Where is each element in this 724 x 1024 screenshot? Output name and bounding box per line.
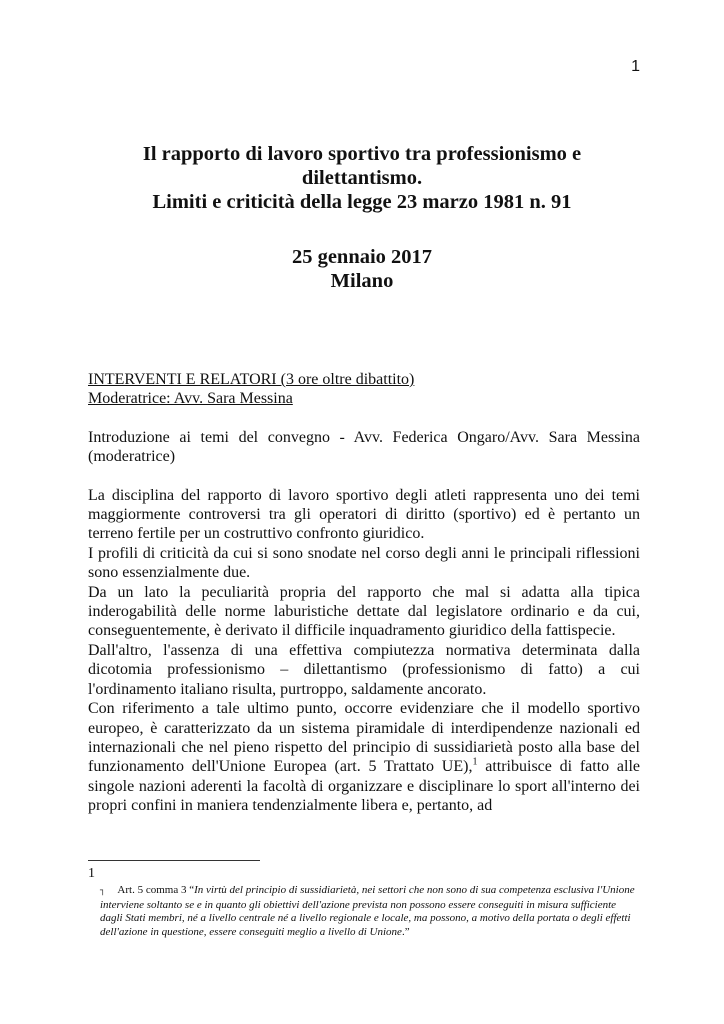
footnote-mark-icon: ┐ [100, 886, 106, 896]
event-date: 25 gennaio 2017 [291, 246, 433, 268]
document-title [88, 142, 636, 214]
footnote-lead: Art. 5 comma 3 “ [117, 884, 195, 896]
interventi-heading: INTERVENTI E RELATORI (3 ore oltre dibattito) [88, 371, 415, 388]
main-text [88, 486, 640, 816]
paragraph-5-part-2: attribuisce di fatto alle singole nazioni aderenti la facoltà di organizzare e disciplinare lo sport all'interno dei propri confini in maniera tendenzialmente libera e, pertanto, ad [88, 758, 641, 815]
paragraph-5 [88, 699, 640, 815]
page-number: 1 [631, 58, 640, 75]
document-body [88, 370, 640, 816]
title-line-2: dilettantismo. [301, 167, 423, 189]
paragraph-1: La disciplina del rapporto di lavoro sportivo degli atleti rappresenta uno dei temi maggiormente controversi tra gli operatori di diritto (sportivo) ed è pertanto un terreno fertile per un costruttivo confronto giuridico. [88, 486, 640, 543]
event-info [88, 245, 636, 293]
footnote-reference: 1 [472, 756, 478, 768]
event-city: Milano [330, 270, 394, 292]
footnote-tail: .” [401, 925, 410, 938]
paragraph-5-part-1: Con riferimento a tale ultimo punto, occorre evidenziare che il modello sportivo europeo, è caratterizzato da un sistema piramidale di interdipendenze nazionali ed internazionali che nel pieno rispetto del principio di sussidiarietà posto alla base del funzionamento dell'Unione Europea (art. 5 Trattato UE), [88, 700, 640, 776]
paragraph-2: I profili di criticità da cui si sono snodate nel corso degli anni le principali riflessioni sono essenzialmente due. [88, 544, 640, 582]
paragraph-4: Dall'altro, l'assenza di una effettiva compiutezza normativa determinata dalla dicotomia professionismo – dilettantismo (professionismo di fatto) a cui l'ordinamento italiano risulta, purtroppo, saldamente ancorato. [88, 641, 640, 698]
introduzione-paragraph: Introduzione ai temi del convegno - Avv. Federica Ongaro/Avv. Sara Messina (moderatrice) [88, 428, 640, 466]
footnote-divider [88, 860, 260, 861]
moderatrice-line: Moderatrice: Avv. Sara Messina [88, 390, 293, 408]
title-line-1: Il rapporto di lavoro sportivo tra professionismo e [142, 143, 582, 165]
footnote-quote: In virtù del principio di sussidiarietà, nei settori che non sono di sua competenza esclusiva l'Unione interviene soltanto se e in quanto gli obiettivi dell'azione prevista non possono essere conseguiti in misura sufficiente dagli Stati membri, né a livello centrale né a livello regionale e locale, ma possono, a motivo della portata o degli effetti dell'azione in questione, essere conseguiti meglio a livello di Unione [100, 884, 635, 938]
footnote-number: 1 [88, 866, 95, 881]
paragraph-3: Da un lato la peculiarità propria del rapporto che mal si adatta alla tipica inderogabilità delle norme laburistiche dettate dal legislatore ordinario e da cui, conseguentemente, è derivato il difficile inquadramento giuridico della fattispecie. [88, 583, 640, 640]
footnote-text [100, 884, 640, 939]
title-line-3: Limiti e criticità della legge 23 marzo 1981 n. 91 [152, 191, 572, 213]
